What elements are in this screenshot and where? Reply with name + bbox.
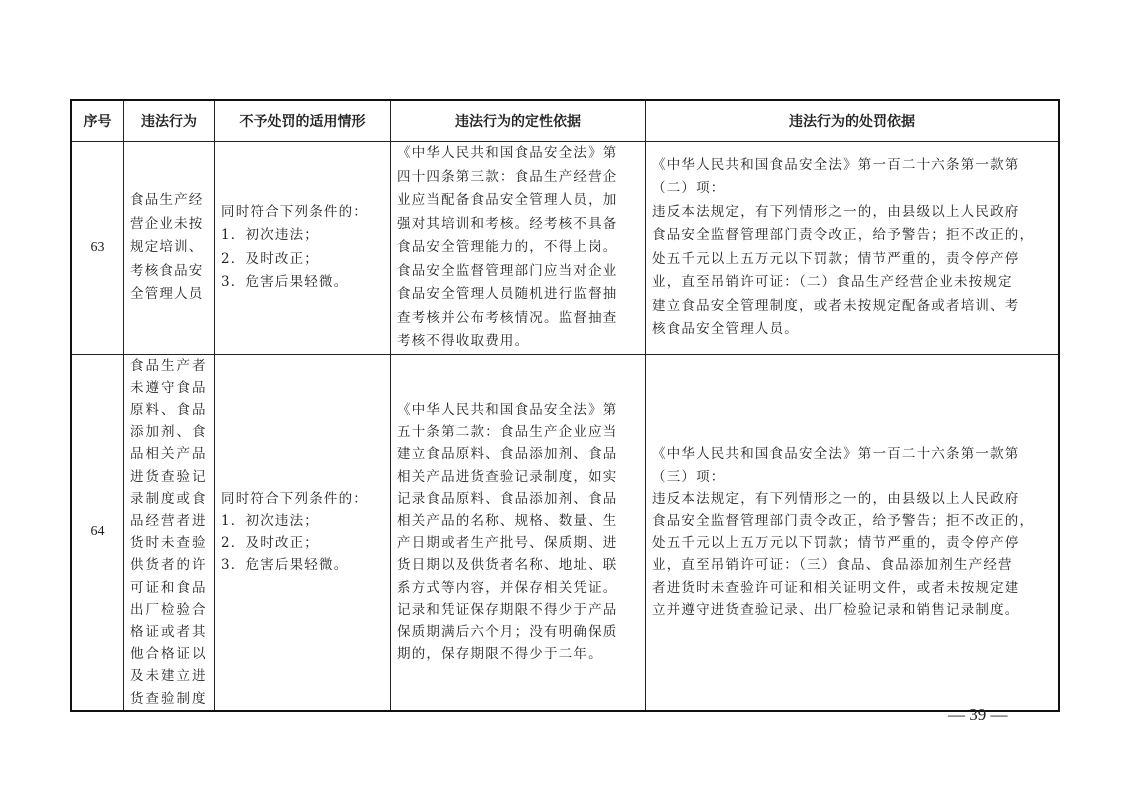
header-penalty-basis: 违法行为的处罚依据 <box>646 100 1060 142</box>
text-line: 未遵守食品 <box>130 379 208 396</box>
basis-cell <box>391 142 646 355</box>
table-row <box>71 354 1059 711</box>
text-line: 货时未查验 <box>130 535 208 552</box>
text-line: 同时符合下列条件的： <box>221 490 368 507</box>
text-line: 业，直至吊销许可证：（二）食品生产经营企业未按规定 <box>652 274 1013 291</box>
text-line: 产日期或者生产批号、保质期、进 <box>397 535 618 552</box>
table-row <box>71 142 1059 355</box>
text-line: 出厂检验合 <box>130 601 208 618</box>
text-line: 查考核并公布考核情况。监督抽查 <box>397 309 618 326</box>
text-line: 品相关产品 <box>130 446 208 463</box>
text-line: 者进货时未查验许可证和相关证明文件，或者未按规定建 <box>652 579 1020 596</box>
text-line: 品经营者进 <box>130 512 208 529</box>
basis-cell <box>391 354 646 711</box>
text-line: 相关产品的名称、规格、数量、生 <box>397 512 618 529</box>
text-line: 保质期满后六个月；没有明确保质 <box>397 623 618 640</box>
text-line: 考核食品安 <box>130 262 204 279</box>
text-line: 添加剂、食 <box>130 424 208 441</box>
text-line: 3．危害后果轻微。 <box>221 557 349 574</box>
text-line: 处五千元以上五万元以下罚款；情节严重的，责令停产停 <box>652 535 1020 552</box>
text-line: 3．危害后果轻微。 <box>221 274 349 291</box>
text-line: 《中华人民共和国食品安全法》第 <box>397 145 618 161</box>
text-line: 业应当配备食品安全管理人员，加 <box>397 192 618 208</box>
basis-cell-text <box>391 142 645 354</box>
header-violation: 违法行为 <box>124 100 215 142</box>
text-line: 货日期以及供货者名称、地址、联 <box>397 557 618 574</box>
text-line: 格证或者其 <box>130 623 208 640</box>
text-line: 五十条第二款：食品生产企业应当 <box>397 424 618 441</box>
text-line: 期的，保存期限不得少于二年。 <box>397 646 603 663</box>
text-line: 立并遵守进货查验记录、出厂检验记录和销售记录制度。 <box>652 601 1020 618</box>
page-number: — 39 — <box>948 705 1008 724</box>
text-line: 违反本法规定，有下列情形之一的，由县级以上人民政府 <box>652 203 1020 220</box>
header-exemption-conditions: 不予处罚的适用情形 <box>215 100 391 142</box>
violation-cell-text <box>124 355 214 710</box>
row-number: 64 <box>71 354 124 711</box>
text-line: 供货者的许 <box>130 557 208 574</box>
penalty-cell <box>646 354 1060 711</box>
row-number: 63 <box>71 142 124 355</box>
penalty-exemption-table <box>70 99 1060 712</box>
text-line: 记录食品原料、食品添加剂、食品 <box>397 490 618 507</box>
text-line: 核食品安全管理人员。 <box>652 321 799 338</box>
text-line: 食品安全监督管理部门责令改正，给予警告；拒不改正的， <box>652 227 1035 244</box>
text-line: 处五千元以上五万元以下罚款；情节严重的，责令停产停 <box>652 250 1020 267</box>
text-line: 营企业未按 <box>130 215 204 232</box>
text-line: 违反本法规定，有下列情形之一的，由县级以上人民政府 <box>652 490 1020 507</box>
penalty-cell <box>646 142 1060 355</box>
text-line: 《中华人民共和国食品安全法》第一百二十六条第一款第 <box>652 446 1020 463</box>
text-line: 规定培训、 <box>130 239 204 255</box>
text-line: 食品安全管理人员随机进行监督抽 <box>397 286 618 302</box>
violation-cell-text <box>124 189 214 307</box>
text-line: 相关产品进货查验记录制度，如实 <box>397 468 618 485</box>
conditions-cell-text <box>215 201 390 295</box>
text-line: 系方式等内容，并保存相关凭证。 <box>397 579 618 596</box>
text-line: 食品安全监督管理部门责令改正，给予警告；拒不改正的， <box>652 512 1035 529</box>
text-line: （三）项： <box>652 468 726 485</box>
text-line: 考核不得收取费用。 <box>397 333 530 349</box>
text-line: 货查验制度 <box>130 690 208 707</box>
text-line: 1．初次违法； <box>221 512 319 529</box>
text-line: 可证和食品 <box>130 579 208 596</box>
basis-cell-text <box>391 399 645 665</box>
violation-cell <box>124 142 215 355</box>
text-line: 原料、食品 <box>130 401 208 418</box>
table-header-row <box>71 100 1059 142</box>
text-line: 业，直至吊销许可证：（三）食品、食品添加剂生产经营 <box>652 557 1013 574</box>
text-line: 记录和凭证保存期限不得少于产品 <box>397 601 618 618</box>
penalty-cell-text <box>646 154 1058 342</box>
conditions-cell <box>215 142 391 355</box>
text-line: 四十四条第三款：食品生产经营企 <box>397 168 618 185</box>
penalty-cell-text <box>646 443 1058 621</box>
text-line: 食品生产经 <box>130 192 204 208</box>
text-line: 全管理人员 <box>130 286 204 302</box>
conditions-cell <box>215 354 391 711</box>
text-line: 进货查验记 <box>130 468 208 485</box>
conditions-cell-text <box>215 488 390 577</box>
text-line: 录制度或食 <box>130 490 208 507</box>
text-line: 《中华人民共和国食品安全法》第一百二十六条第一款第 <box>652 156 1020 173</box>
text-line: 2．及时改正； <box>221 250 319 267</box>
text-line: 2．及时改正； <box>221 535 319 552</box>
text-line: 建立食品原料、食品添加剂、食品 <box>397 446 618 463</box>
text-line: 同时符合下列条件的： <box>221 203 368 220</box>
text-line: 食品安全监督管理部门应当对企业 <box>397 262 618 279</box>
text-line: 强对其培训和考核。经考核不具备 <box>397 215 618 232</box>
text-line: 《中华人民共和国食品安全法》第 <box>397 401 618 418</box>
text-line: 1．初次违法； <box>221 227 319 244</box>
text-line: 他合格证以 <box>130 646 208 663</box>
header-qualification-basis: 违法行为的定性依据 <box>391 100 646 142</box>
text-line: 及未建立进 <box>130 668 208 685</box>
text-line: 食品生产者 <box>130 357 208 374</box>
text-line: 建立食品安全管理制度，或者未按规定配备或者培训、考 <box>652 297 1020 314</box>
text-line: （二）项： <box>652 180 726 197</box>
header-number: 序号 <box>71 100 124 142</box>
violation-cell <box>124 354 215 711</box>
text-line: 食品安全管理能力的，不得上岗。 <box>397 239 618 255</box>
